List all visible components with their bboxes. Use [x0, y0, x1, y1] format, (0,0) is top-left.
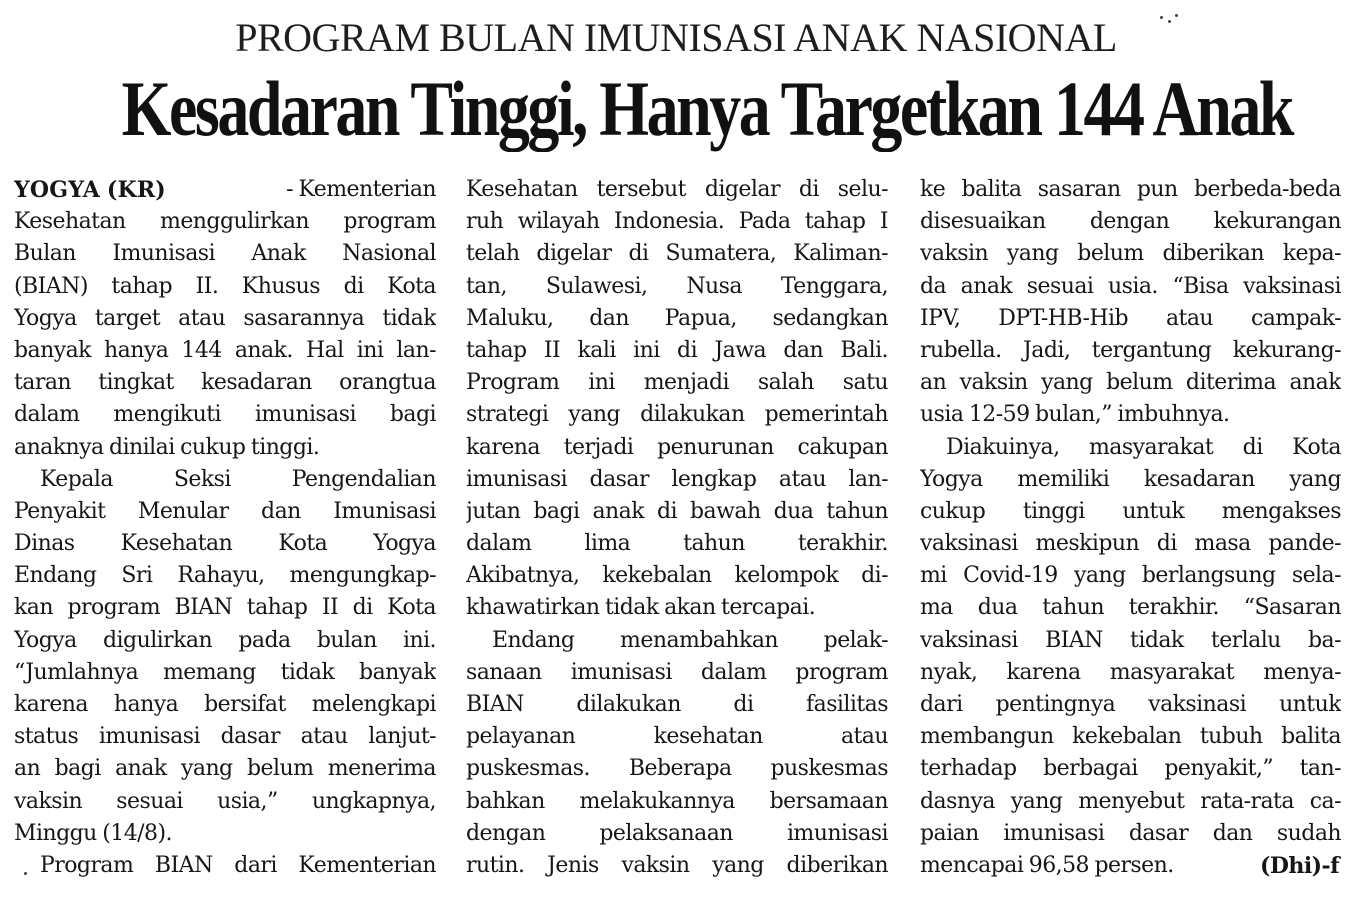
article-line-text: mencapai 96,58 persen. [920, 852, 1174, 878]
article-line [14, 850, 436, 882]
article-line-text: karena terjadi penurunan cakupan [466, 434, 888, 460]
article-line-text: dari pentingnya vaksinasi untuk [920, 692, 1341, 717]
scan-speck [1168, 20, 1171, 23]
article-line-text: da anak sesuai usia. “Bisa vaksinasi [920, 273, 1341, 299]
article-line [14, 464, 436, 496]
article-line [466, 786, 888, 818]
article-line-text: Yogya target atau sasarannya tidak [14, 305, 436, 331]
article-line [920, 528, 1341, 560]
article-line-text: Program ini menjadi salah satu [466, 370, 888, 396]
article-line-text: sanaan imunisasi dalam program [466, 659, 888, 685]
article-line-text: BIAN dilakukan di fasilitas [466, 692, 888, 717]
article-line-text: - Kementerian [286, 177, 436, 202]
article-line [466, 850, 888, 882]
article-dateline: YOGYA (KR) [14, 177, 166, 203]
scan-speck [24, 872, 27, 875]
article-line [920, 721, 1341, 753]
article-line-text: Akibatnya, kekebalan kelompok di- [466, 563, 888, 589]
article-kicker: PROGRAM BULAN IMUNISASI ANAK NASIONAL [235, 15, 1117, 60]
article-line-text: dalam lima tahun terakhir. [466, 531, 888, 557]
article-line [920, 303, 1341, 335]
article-line-text: dalam mengikuti imunisasi bagi [14, 402, 436, 428]
article-headline: Kesadaran Tinggi, Hanya Targetkan 144 Anak [121, 65, 1293, 152]
article-line-text: strategi yang dilakukan pemerintah [466, 402, 888, 428]
article-line-text: membangun kekebalan tubuh balita [920, 724, 1341, 750]
article-line [14, 592, 436, 624]
article-line-text: Diakuinya, masyarakat di Kota [946, 434, 1341, 460]
article-line-text: dengan pelaksanaan imunisasi [466, 820, 888, 846]
article-line-text: kan program BIAN tahap II di Kota [14, 595, 436, 621]
article-line [466, 335, 888, 367]
article-line [14, 271, 436, 303]
article-line-text: ke balita sasaran pun berbeda-beda [920, 177, 1341, 202]
article-line [14, 689, 436, 721]
article-line [466, 464, 888, 496]
article-line-text: Bulan Imunisasi Anak Nasional [14, 241, 436, 267]
article-line [920, 174, 1341, 206]
article-line-text: Yogya memiliki kesadaran yang [920, 466, 1341, 492]
article-line [920, 592, 1341, 624]
article-line-text: tan, Sulawesi, Nusa Tenggara, [466, 273, 888, 299]
article-line-text: taran tingkat kesadaran orangtua [14, 370, 436, 396]
article-line-text: Program BIAN dari Kementerian [40, 852, 436, 878]
article-line-text: Penyakit Menular dan Imunisasi [14, 498, 436, 524]
article-line-text: dasnya yang menyebut rata-rata ca- [920, 788, 1341, 814]
article-line-text: rutin. Jenis vaksin yang diberikan [466, 852, 888, 878]
article-line-text: usia 12-59 bulan,” imbuhnya. [920, 402, 1230, 428]
article-line [920, 464, 1341, 496]
article-line [14, 721, 436, 753]
article-line [920, 271, 1341, 303]
article-line [920, 657, 1341, 689]
article-line [466, 174, 888, 206]
article-line-text: Kesehatan tersebut digelar di selu- [466, 177, 888, 202]
article-line-text: puskesmas. Beberapa puskesmas [466, 756, 888, 782]
article-line [920, 818, 1341, 850]
article-line-text: vaksin yang belum diberikan kepa- [920, 241, 1341, 267]
article-line [920, 238, 1341, 270]
article-line [920, 625, 1341, 657]
scan-speck [1160, 16, 1163, 19]
article-line [466, 238, 888, 270]
article-line-text: Minggu (14/8). [14, 820, 172, 846]
article-line [14, 399, 436, 431]
article-line-text: “Jumlahnya memang tidak banyak [14, 659, 436, 685]
article-line [466, 753, 888, 785]
article-line-text: mi Covid-19 yang berlangsung sela- [920, 563, 1341, 589]
article-line [920, 206, 1341, 238]
article-line [466, 399, 888, 431]
article-line-text: vaksinasi meskipun di masa pande- [920, 531, 1341, 557]
author-credit: (Dhi)-f [1260, 852, 1339, 879]
article-line-text: telah digelar di Sumatera, Kaliman- [466, 241, 888, 267]
article-column-1 [14, 174, 436, 882]
article-line-text: IPV, DPT-HB-Hib atau campak- [920, 305, 1341, 331]
article-line-text: Kepala Seksi Pengendalian [40, 466, 436, 492]
article-line-text: rubella. Jadi, tergantung kekurang- [920, 337, 1341, 363]
article-line-text: banyak hanya 144 anak. Hal ini lan- [14, 337, 436, 363]
article-line [14, 432, 436, 464]
article-line-text: Yogya digulirkan pada bulan ini. [14, 627, 436, 653]
article-line-text: cukup tinggi untuk mengakses [920, 498, 1341, 524]
article-line [466, 818, 888, 850]
article-line-text: tahap II kali ini di Jawa dan Bali. [466, 337, 888, 363]
article-line [466, 721, 888, 753]
article-line [466, 560, 888, 592]
article-line [920, 753, 1341, 785]
article-line [920, 399, 1341, 431]
article-line-text: vaksinasi BIAN tidak terlalu ba- [920, 627, 1341, 653]
article-line [14, 238, 436, 270]
article-line-text: khawatirkan tidak akan tercapai. [466, 595, 816, 621]
article-line-text: (BIAN) tahap II. Khusus di Kota [14, 273, 436, 299]
article-line-text: disesuaikan dengan kekurangan [920, 209, 1341, 235]
article-line [14, 528, 436, 560]
article-line [920, 850, 1341, 882]
article-line [466, 271, 888, 303]
article-line-text: Endang menambahkan pelak- [492, 627, 888, 653]
scan-speck [1175, 14, 1178, 17]
article-line-text: Maluku, dan Papua, sedangkan [466, 305, 888, 331]
article-line [920, 689, 1341, 721]
article-line-text: Endang Sri Rahayu, mengungkap- [14, 563, 436, 589]
article-line [920, 432, 1341, 464]
article-line-text: status imunisasi dasar atau lanjut- [14, 724, 436, 750]
article-line [14, 367, 436, 399]
article-line [466, 625, 888, 657]
article-line-text: pelayanan kesehatan atau [466, 724, 888, 750]
article-line [466, 303, 888, 335]
article-line [14, 560, 436, 592]
article-line-text: bahkan melakukannya bersamaan [466, 788, 888, 814]
article-line [466, 657, 888, 689]
article-line [14, 335, 436, 367]
article-line-text: ma dua tahun terakhir. “Sasaran [920, 595, 1341, 621]
article-line-text: an vaksin yang belum diterima anak [920, 370, 1341, 396]
article-column-2 [466, 174, 888, 882]
article-line [920, 335, 1341, 367]
article-line [14, 786, 436, 818]
article-line [920, 560, 1341, 592]
article-line [466, 592, 888, 624]
article-line-text: paian imunisasi dasar dan sudah [920, 820, 1341, 846]
article-line [14, 496, 436, 528]
article-line [14, 625, 436, 657]
article-line-text: karena hanya bersifat melengkapi [14, 692, 436, 717]
article-line [14, 174, 436, 206]
article-column-3 [920, 174, 1341, 882]
article-line [466, 206, 888, 238]
article-line [14, 753, 436, 785]
article-line [920, 496, 1341, 528]
article-line [14, 818, 436, 850]
article-line-text: terhadap berbagai penyakit,” tan- [920, 756, 1341, 782]
article-line-text: imunisasi dasar lengkap atau lan- [466, 466, 888, 492]
article-line [14, 657, 436, 689]
article-line-text: Kesehatan menggulirkan program [14, 209, 436, 235]
article-line-text: ruh wilayah Indonesia. Pada tahap I [466, 209, 888, 235]
article-line-text: jutan bagi anak di bawah dua tahun [466, 498, 888, 524]
article-line-text: Dinas Kesehatan Kota Yogya [14, 531, 436, 557]
article-line-text: nyak, karena masyarakat menya- [920, 659, 1341, 685]
article-line-text: an bagi anak yang belum menerima [14, 756, 436, 782]
article-line [466, 528, 888, 560]
article-line-text: vaksin sesuai usia,” ungkapnya, [14, 788, 436, 814]
article-line [920, 367, 1341, 399]
article-line [466, 367, 888, 399]
article-line [466, 432, 888, 464]
article-line [466, 689, 888, 721]
article-line-text: anaknya dinilai cukup tinggi. [14, 434, 320, 460]
article-line [466, 496, 888, 528]
article-line [14, 206, 436, 238]
article-line [14, 303, 436, 335]
article-line [920, 786, 1341, 818]
